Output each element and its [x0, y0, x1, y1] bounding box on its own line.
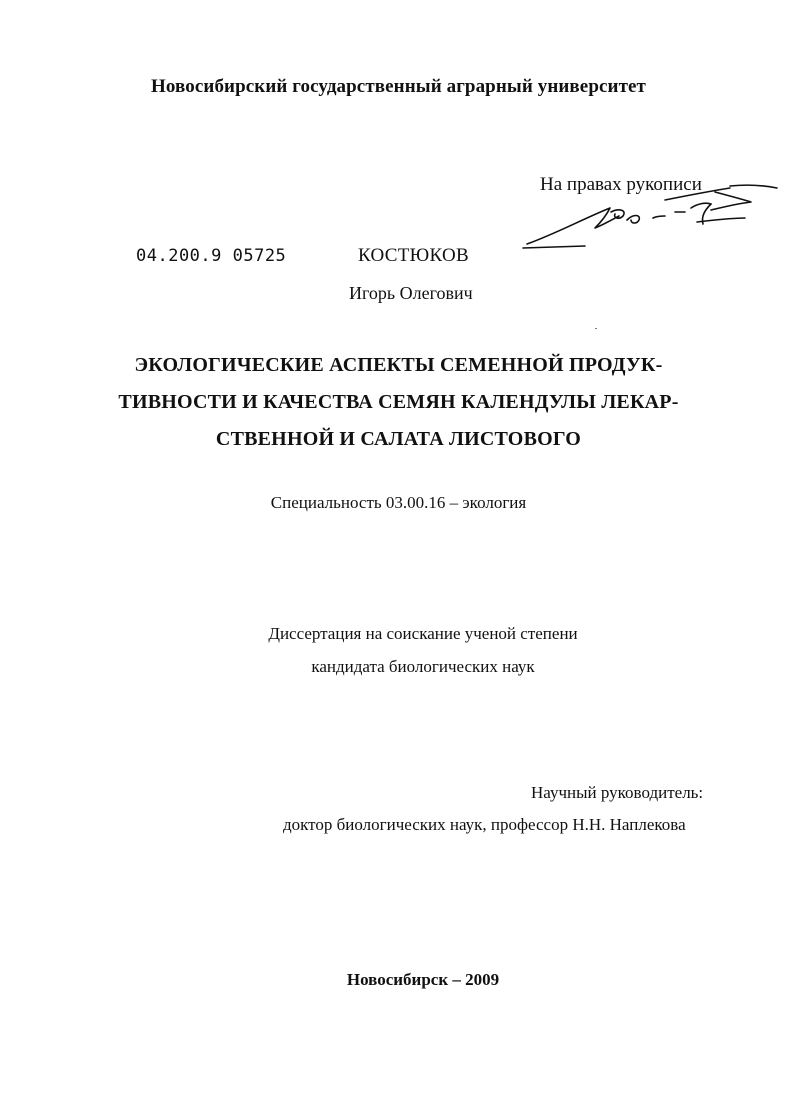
author-surname: КОСТЮКОВ — [358, 245, 469, 266]
title-line-3: СТВЕННОЙ И САЛАТА ЛИСТОВОГО — [215, 428, 582, 450]
author-given-names: Игорь Олегович — [349, 283, 473, 303]
degree-line-2: кандидата биологических наук — [311, 657, 535, 676]
scan-speck — [595, 328, 597, 329]
city-year: Новосибирск – 2009 — [346, 970, 500, 989]
supervisor-name: доктор биологических наук, профессор Н.Н. Наплекова — [283, 815, 686, 834]
university-name: Новосибирский государственный аграрный университет — [151, 76, 646, 97]
title-line-2: ТИВНОСТИ И КАЧЕСТВА СЕМЯН КАЛЕНДУЛЫ ЛЕКАР- — [118, 391, 679, 413]
supervisor-label: Научный руководитель: — [531, 783, 704, 802]
handwritten-signature — [515, 178, 785, 256]
degree-line-1: Диссертация на соискание ученой степени — [268, 624, 578, 643]
manuscript-note: На правах рукописи — [540, 174, 702, 195]
specialty: Специальность 03.00.16 – экология — [270, 493, 527, 512]
title-line-1: ЭКОЛОГИЧЕСКИЕ АСПЕКТЫ СЕМЕННОЙ ПРОДУК- — [134, 354, 663, 376]
registration-code: 04.200.9 05725 — [136, 246, 287, 266]
dissertation-title — [0, 347, 797, 458]
